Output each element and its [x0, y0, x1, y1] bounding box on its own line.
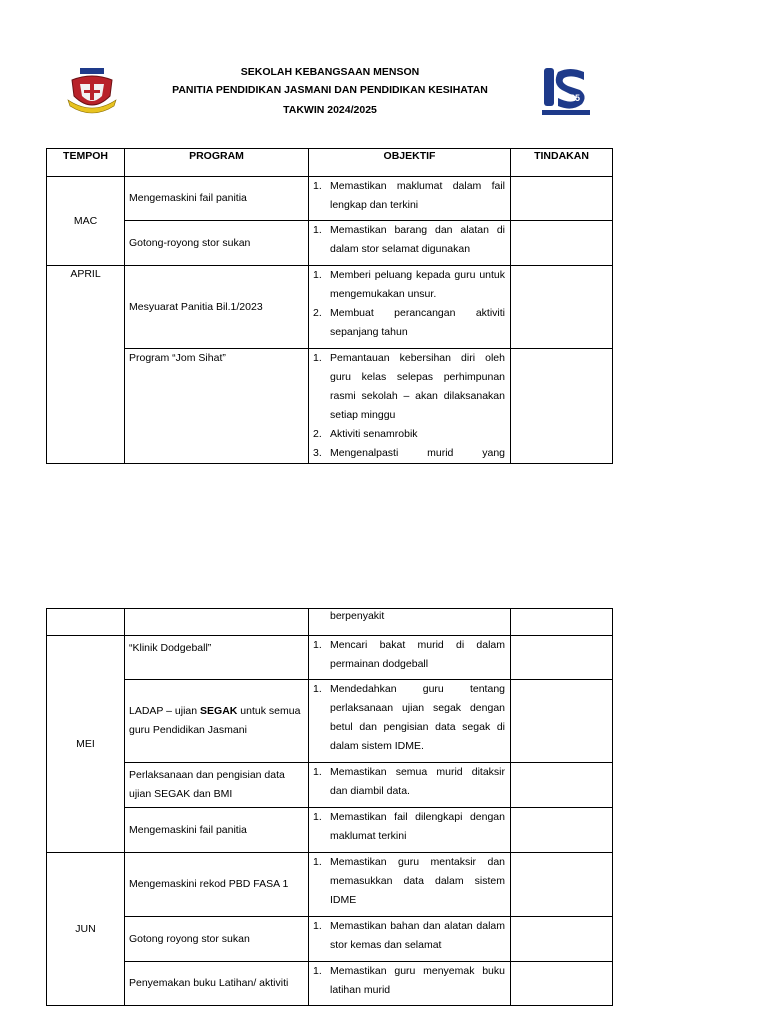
action-cell: [511, 808, 613, 853]
objective-cell: [309, 808, 511, 853]
action-cell: [511, 636, 613, 680]
column-header-objektif: OBJEKTIF: [309, 149, 511, 177]
action-cell: [511, 962, 613, 1006]
objective-item: 1. Memastikan semua murid ditaksir dan diambil data.: [313, 766, 505, 797]
month-cell-april: APRIL: [47, 266, 125, 464]
program-cell: Mengemaskini fail panitia: [125, 808, 309, 853]
month-cell-empty: [47, 609, 125, 636]
action-cell: [511, 763, 613, 808]
table-row: [47, 962, 613, 1006]
month-cell-jun: JUN: [47, 853, 125, 1006]
program-cell: Perlaksanaan dan pengisian data ujian SEGAK dan BMI: [125, 763, 309, 808]
program-cell: Mesyuarat Panitia Bil.1/2023: [125, 266, 309, 349]
objective-continuation: berpenyakit: [330, 610, 385, 622]
action-cell: [511, 853, 613, 917]
objective-cell: [309, 680, 511, 763]
objective-item: 1. Mendedahkan guru tentang perlaksanaan ujian segak dengan betul dan pengisian data segak di dalam sistem IDME.: [313, 683, 505, 752]
school-crest-logo: [66, 66, 118, 116]
table-row: [47, 636, 613, 680]
column-header-tempoh: TEMPOH: [47, 149, 125, 177]
objective-cell: [309, 962, 511, 1006]
objective-item: 1. Pemantauan kebersihan diri oleh guru kelas selepas perhimpunan rasmi sekolah – akan dilaksanakan setiap minggu: [313, 352, 505, 421]
table-row: [47, 917, 613, 962]
action-cell: [511, 266, 613, 349]
column-header-program: PROGRAM: [125, 149, 309, 177]
objective-item: 1. Memastikan guru menyemak buku latihan murid: [313, 965, 505, 996]
table-row: [47, 853, 613, 917]
programme-table-page-2: [46, 608, 613, 1006]
table-row: [47, 221, 613, 266]
month-cell-mac: MAC: [47, 177, 125, 266]
objective-item: 1. Mencari bakat murid di dalam permainan dodgeball: [313, 639, 505, 670]
program-cell: Program “Jom Sihat”: [125, 349, 309, 464]
program-cell: Gotong-royong stor sukan: [125, 221, 309, 266]
panel-name: PANITIA PENDIDIKAN JASMANI DAN PENDIDIKAN KESIHATAN: [172, 84, 488, 96]
table-row: [47, 349, 613, 464]
objective-item: 2. Membuat perancangan aktiviti sepanjang tahun: [313, 307, 505, 338]
table-row: [47, 808, 613, 853]
table-row: [47, 763, 613, 808]
objective-cell: [309, 221, 511, 266]
calendar-year: TAKWIN 2024/2025: [283, 104, 377, 116]
objective-cell: [309, 349, 511, 464]
objective-cell: [309, 266, 511, 349]
column-header-tindakan: TINDAKAN: [511, 149, 613, 177]
program-cell: Gotong royong stor sukan: [125, 917, 309, 962]
month-cell-mei: MEI: [47, 636, 125, 853]
program-cell: “Klinik Dodgeball”: [125, 636, 309, 680]
programme-table-page-1: [46, 148, 613, 464]
action-cell: [511, 917, 613, 962]
logo-number-label: 25: [570, 93, 581, 103]
objective-item: 1. Memastikan guru mentaksir dan memasukkan data dalam sistem IDME: [313, 856, 505, 906]
objective-item: 1. Memastikan fail dilengkapi dengan maklumat terkini: [313, 811, 505, 842]
action-cell: [511, 221, 613, 266]
objective-item: 1. Memberi peluang kepada guru untuk mengemukakan unsur.: [313, 269, 505, 300]
program-cell: [125, 609, 309, 636]
action-cell: [511, 680, 613, 763]
objective-cell: [309, 177, 511, 221]
program-cell: Mengemaskini fail panitia: [125, 177, 309, 221]
objective-item: 3. Mengenalpasti murid yang: [313, 447, 505, 459]
document-header: [0, 0, 768, 130]
program-cell: Penyemakan buku Latihan/ aktiviti: [125, 962, 309, 1006]
table-row: [47, 609, 613, 636]
action-cell: [511, 609, 613, 636]
objective-item: 1. Memastikan bahan dan alatan dalam stor kemas dan selamat: [313, 920, 505, 951]
table-row: [47, 266, 613, 349]
objective-cell: [309, 763, 511, 808]
objective-cell: [309, 853, 511, 917]
program-cell: Mengemaskini rekod PBD FASA 1: [125, 853, 309, 917]
anniversary-25-logo: [540, 64, 592, 118]
objective-cell: [309, 609, 511, 636]
objective-item: 1. Memastikan barang dan alatan di dalam stor selamat digunakan: [313, 224, 505, 255]
table-header-row: [47, 149, 613, 177]
action-cell: [511, 349, 613, 464]
school-name: SEKOLAH KEBANGSAAN MENSON: [240, 66, 420, 78]
action-cell: [511, 177, 613, 221]
objective-cell: [309, 917, 511, 962]
objective-item: 1. Memastikan maklumat dalam fail lengkap dan terkini: [313, 180, 505, 211]
objective-cell: [309, 636, 511, 680]
table-row: [47, 680, 613, 763]
objective-item: 2. Aktiviti senamrobik: [313, 428, 418, 440]
program-cell: LADAP – ujian SEGAK untuk semua guru Pendidikan Jasmani: [125, 680, 309, 763]
table-row: [47, 177, 613, 221]
